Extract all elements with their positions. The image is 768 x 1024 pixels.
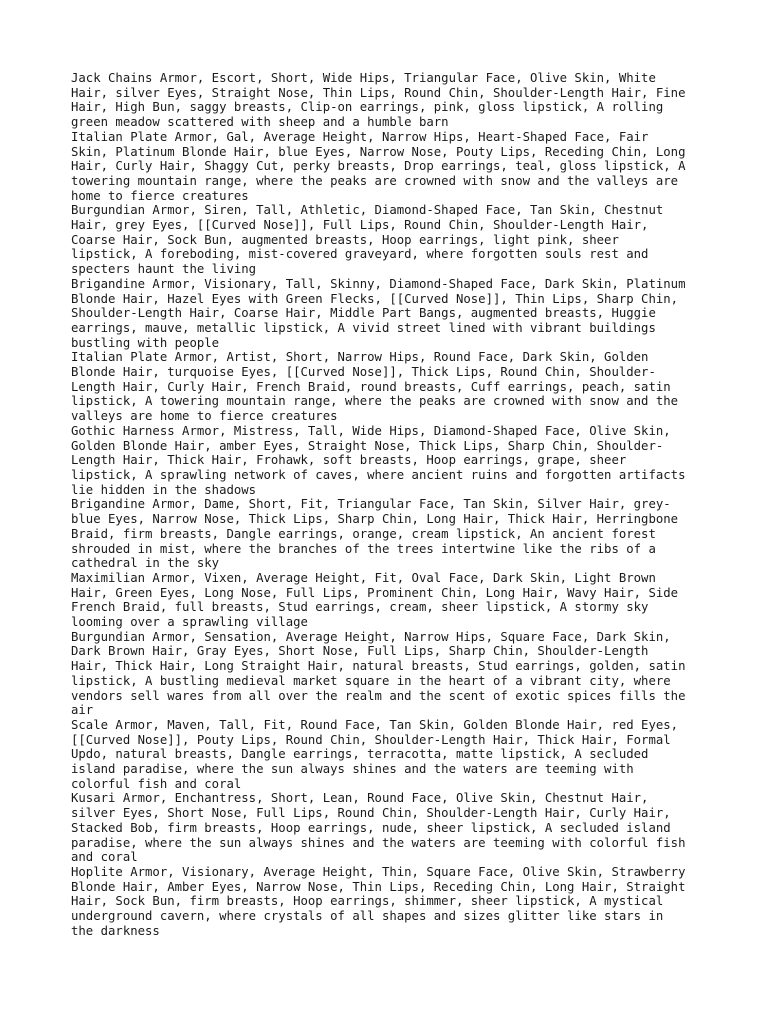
entry-12: Hoplite Armor, Visionary, Average Height, Thin, Square Face, Olive Skin, Strawberry Blonde Hair, Amber Eyes, Narrow Nose, Thin Lips, Receding Chin, Long Hair, Straight Hair, Sock Bun, firm breasts, Hoop earrings, shimmer, sheer lipstick, A mystical underground cavern, where crystals of all shapes and sizes glitter like stars in the darkness: [71, 864, 686, 938]
entry-4: Brigandine Armor, Visionary, Tall, Skinny, Diamond-Shaped Face, Dark Skin, Platinum Blonde Hair, Hazel Eyes with Green Flecks, [[Curved Nose]], Thin Lips, Sharp Chin, Shoulder-Length Hair, Coarse Hair, Middle Part Bangs, augmented breasts, Huggie earrings, mauve, metallic lipstick, A vivid street lined with vibrant buildings bustling with people: [71, 276, 686, 350]
entry-2: Italian Plate Armor, Gal, Average Height, Narrow Hips, Heart-Shaped Face, Fair Skin, Platinum Blonde Hair, blue Eyes, Narrow Nose, Pouty Lips, Receding Chin, Long Hair, Curly Hair, Shaggy Cut, perky breasts, Drop earrings, teal, gloss lipstick, A towering mountain range, where the peaks are crowned with snow and the valleys are home to fierce creatures: [71, 129, 686, 203]
entry-7: Brigandine Armor, Dame, Short, Fit, Triangular Face, Tan Skin, Silver Hair, grey- blue Eyes, Narrow Nose, Thick Lips, Sharp Chin, Long Hair, Thick Hair, Herringbone Braid, firm breasts, Dangle earrings, orange, cream lipstick, An ancient forest shrouded in mist, where the branches of the trees intertwine like the ribs of a cathedral in the sky: [71, 497, 679, 571]
entry-8: Maximilian Armor, Vixen, Average Height, Fit, Oval Face, Dark Skin, Light Brown Hair, Green Eyes, Long Nose, Full Lips, Prominent Chin, Long Hair, Wavy Hair, Side French Braid, full breasts, Stud earrings, cream, sheer lipstick, A stormy sky looming over a sprawling village: [71, 570, 679, 630]
entry-10: Scale Armor, Maven, Tall, Fit, Round Face, Tan Skin, Golden Blonde Hair, red Eyes, [[Curved Nose]], Pouty Lips, Round Chin, Shoulder-Length Hair, Thick Hair, Formal Updo, natural breasts, Dangle earrings, terracotta, matte lipstick, A secluded island paradise, where the sun always shines and the waters are teeming with colorful fish and coral: [71, 717, 679, 791]
document-page: [71, 71, 707, 938]
entry-5: Italian Plate Armor, Artist, Short, Narrow Hips, Round Face, Dark Skin, Golden Blonde Hair, turquoise Eyes, [[Curved Nose]], Thick Lips, Round Chin, Shoulder- Length Hair, Curly Hair, French Braid, round breasts, Cuff earrings, peach, satin lipstick, A towering mountain range, where the peaks are crowned with snow and the valleys are home to fierce creatures: [71, 350, 679, 424]
entry-11: Kusari Armor, Enchantress, Short, Lean, Round Face, Olive Skin, Chestnut Hair, silver Eyes, Short Nose, Full Lips, Round Chin, Shoulder-Length Hair, Curly Hair, Stacked Bob, firm breasts, Hoop earrings, nude, sheer lipstick, A secluded island paradise, where the sun always shines and the waters are teeming with colorful fish and coral: [71, 791, 686, 865]
entry-1: Jack Chains Armor, Escort, Short, Wide Hips, Triangular Face, Olive Skin, White Hair, silver Eyes, Straight Nose, Thin Lips, Round Chin, Shoulder-Length Hair, Fine Hair, High Bun, saggy breasts, Clip-on earrings, pink, gloss lipstick, A rolling green meadow scattered with sheep and a humble barn: [71, 71, 686, 130]
entry-3: Burgundian Armor, Siren, Tall, Athletic, Diamond-Shaped Face, Tan Skin, Chestnut Hair, grey Eyes, [[Curved Nose]], Full Lips, Round Chin, Shoulder-Length Hair, Coarse Hair, Sock Bun, augmented breasts, Hoop earrings, light pink, sheer lipstick, A foreboding, mist-covered graveyard, where forgotten souls rest and specters haunt the living: [71, 203, 664, 277]
entry-6: Gothic Harness Armor, Mistress, Tall, Wide Hips, Diamond-Shaped Face, Olive Skin, Golden Blonde Hair, amber Eyes, Straight Nose, Thick Lips, Sharp Chin, Shoulder- Length Hair, Thick Hair, Frohawk, soft breasts, Hoop earrings, grape, sheer lipstick, A sprawling network of caves, where ancient ruins and forgotten artifacts lie hidden in the shadows: [71, 423, 686, 497]
entry-9: Burgundian Armor, Sensation, Average Height, Narrow Hips, Square Face, Dark Skin, Dark Brown Hair, Gray Eyes, Short Nose, Full Lips, Sharp Chin, Shoulder-Length Hair, Thick Hair, Long Straight Hair, natural breasts, Stud earrings, golden, satin lipstick, A bustling medieval market square in the heart of a vibrant city, where vendors sell wares from all over the realm and the scent of exotic spices fills the air: [71, 629, 686, 718]
